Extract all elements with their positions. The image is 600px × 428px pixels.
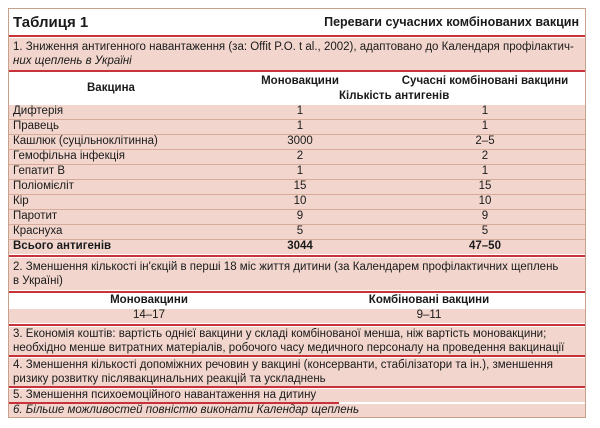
table-row [9,180,585,195]
combined-value: 1 [481,105,489,117]
table-row [9,210,585,225]
table-row [9,120,585,135]
vaccine-name: Гепатит В [13,165,66,177]
section6 [9,404,585,417]
mono-value: 1 [296,120,304,132]
section6-text: 6. Більше можливостей повністю виконати Календар щеплень [13,404,360,416]
mono-value: 10 [293,195,307,207]
total-row [9,240,585,254]
section2-line2: в Україні) [13,275,63,287]
injections-header [9,294,585,308]
section2-line1: 2. Зменшення кількості ін'єкцій в перші 18 міс життя дитини (за Календарем профілактичних щеплень [13,261,559,273]
table-row [9,195,585,210]
combined-value: 2 [481,150,489,162]
section1-line1: 1. Зниження антигенного навантаження (за: Offit P.O. t al., 2002), адаптовано до Календаря профілактич- [13,41,574,53]
total-combined: 47–50 [469,240,501,252]
mono-value: 2 [296,150,304,162]
combined-value: 1 [481,165,489,177]
col-combined: Сучасні комбіновані вакцини [401,75,569,87]
table-number: Таблиця 1 [13,13,89,31]
combined-value: 2–5 [475,135,495,147]
column-header [9,73,585,105]
vaccine-name: Краснуха [13,225,63,237]
combined-value: 1 [481,120,489,132]
injections-col-combined: Комбіновані вакцини [368,294,490,306]
section3-line2: необхідно менше витратних матеріалів, робочого часу медичного персоналу на проведення вакцинації [13,342,565,354]
col-mono: Моновакцини [261,75,339,87]
section3 [9,327,585,355]
injections-values [9,309,585,323]
section1-line2: них щеплень в Україні [13,55,132,67]
section4-line1: 4. Зменшення кількості допоміжних речовин у вакцині (консерванти, стабілізатори та ін.), зменшення [13,359,553,371]
section3-line1: 3. Економія коштів: вартість однієї вакцини у складі комбінованої менша, ніж вартість моновакцини; [13,328,547,340]
title-divider [9,35,585,37]
table-row [9,150,585,165]
combined-value: 10 [478,195,492,207]
table-row [9,225,585,240]
mono-value: 9 [296,210,304,222]
antigen-count-subheader: Кількість антигенів [339,90,450,102]
vaccine-name: Правець [13,120,60,132]
table-row [9,165,585,180]
section5-text: 5. Зменшення психоемоційного навантаження на дитину [13,389,317,401]
vaccine-name: Гемофільна інфекція [13,150,125,162]
injections-combined-value: 9–11 [416,309,442,321]
mono-value: 1 [296,105,304,117]
section4 [9,358,585,386]
total-label: Всього антигенів [13,240,112,252]
section2-subdivider [9,291,585,293]
col-vaccine: Вакцина [87,82,135,94]
injections-mono-value: 14–17 [133,309,165,321]
section5 [9,389,585,402]
combined-value: 9 [481,210,489,222]
table-caption: Переваги сучасних комбінованих вакцин [324,15,579,29]
combined-value: 5 [481,225,489,237]
mono-value: 3000 [287,135,313,147]
section2-divider [9,255,585,257]
vaccine-name: Дифтерія [13,105,64,117]
total-mono: 3044 [287,240,313,252]
section2-header [9,258,585,290]
section4-divider [9,355,585,357]
injections-col-mono: Моновакцини [110,294,188,306]
section3-divider [9,324,585,326]
table-row [9,135,585,150]
vaccine-name: Поліомієліт [13,180,74,192]
mono-value: 5 [296,225,304,237]
vaccine-name: Кашлюк (суцільноклітинна) [13,135,158,147]
section4-line2: ризику розвитку післявакцинальних реакцій та ускладнень [13,373,326,385]
vaccine-table [8,8,586,418]
section1-header [9,38,585,70]
vaccine-name: Паротит [13,210,58,222]
table-row [9,105,585,120]
vaccine-name: Кір [13,195,29,207]
section5-divider [9,386,585,388]
combined-value: 15 [478,180,492,192]
section1-divider [9,70,585,72]
table-title-bar [9,9,585,35]
mono-value: 15 [293,180,307,192]
mono-value: 1 [296,165,304,177]
